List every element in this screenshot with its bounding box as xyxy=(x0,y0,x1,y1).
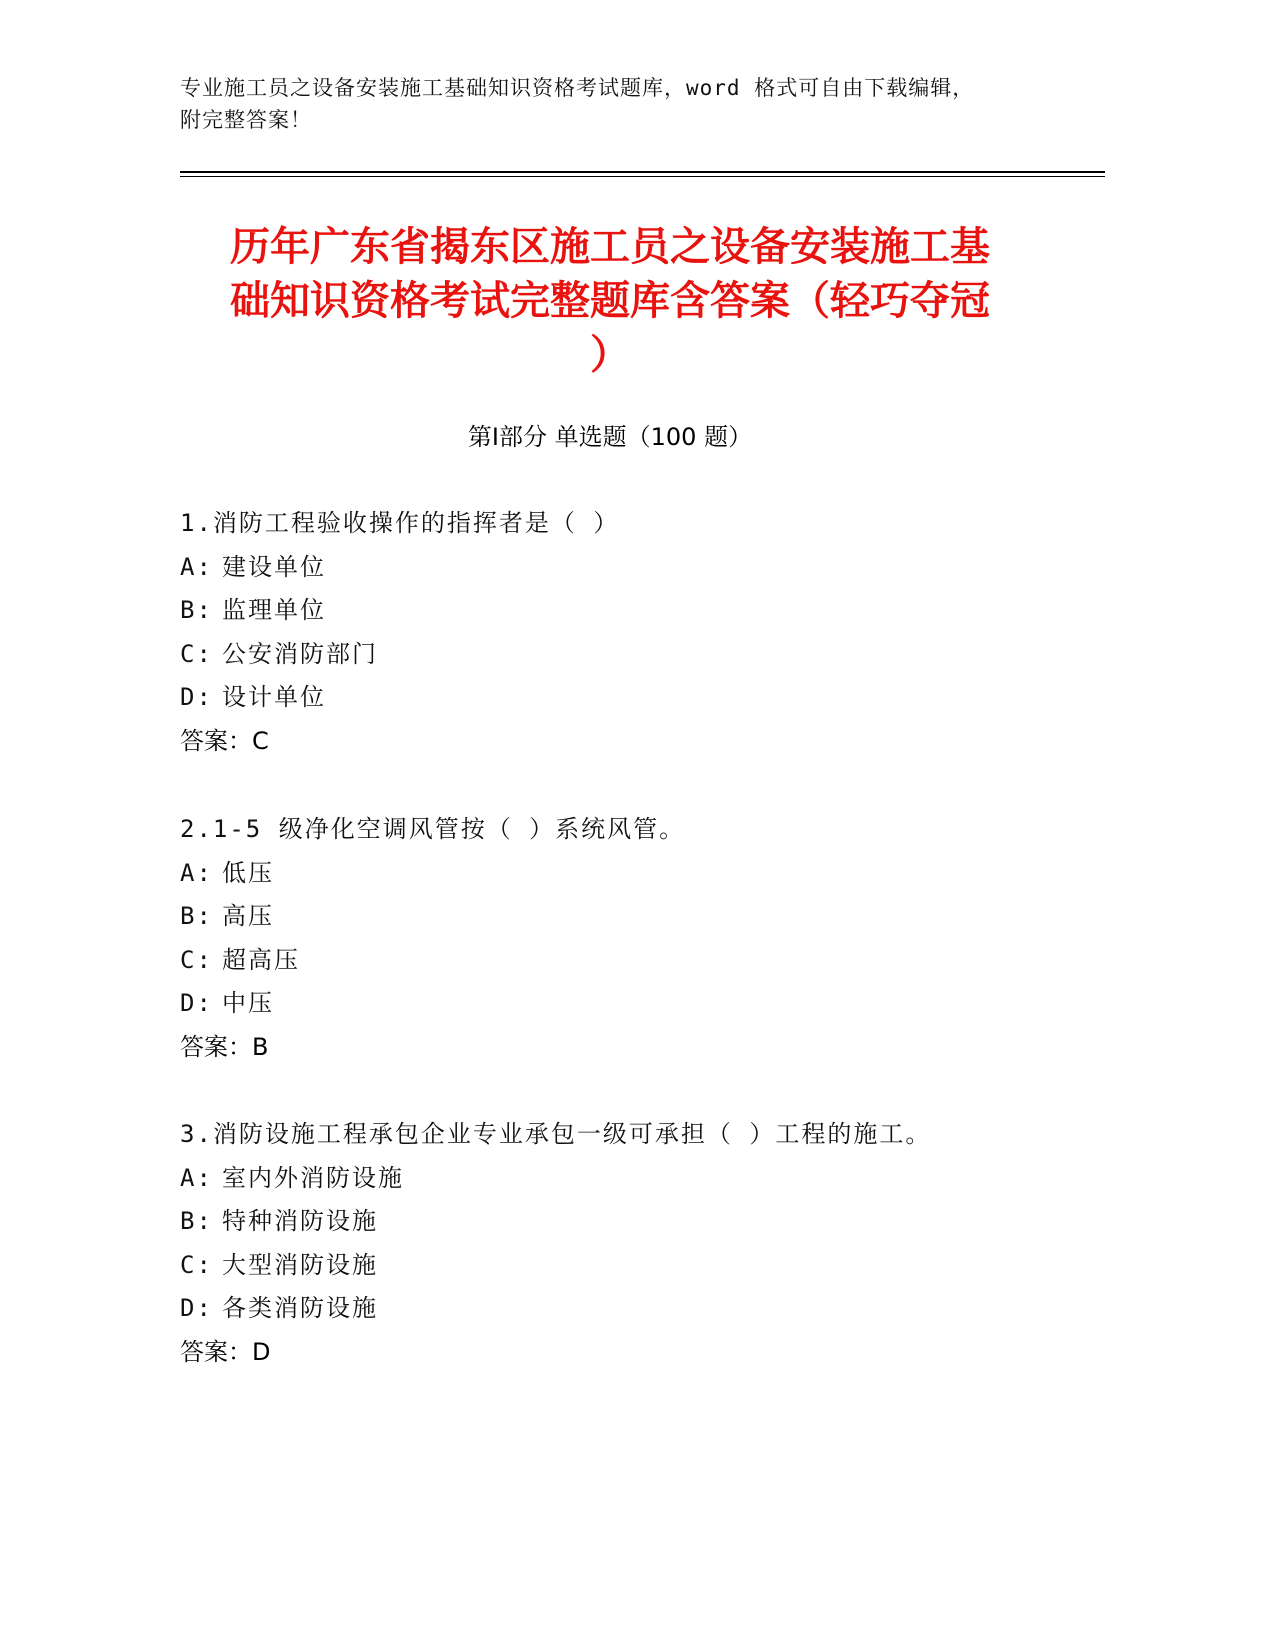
header-rule-thin xyxy=(180,176,1105,177)
option-key: D: xyxy=(180,989,213,1017)
option-a xyxy=(180,546,1080,590)
header-note-line-2: 附完整答案！ xyxy=(180,108,312,132)
option-c xyxy=(180,633,1080,677)
header-rule-thick xyxy=(180,171,1105,173)
option-key: A: xyxy=(180,1163,213,1192)
document-title-line-1: 历年广东省揭东区施工员之设备安装施工基 xyxy=(230,224,990,270)
question-1 xyxy=(180,502,1080,763)
option-key: B: xyxy=(180,596,213,624)
header-note xyxy=(180,72,1060,136)
option-key: A: xyxy=(180,858,213,887)
option-text: 特种消防设施 xyxy=(222,1207,378,1235)
option-key: B: xyxy=(180,902,213,930)
option-text: 各类消防设施 xyxy=(222,1294,378,1322)
option-key: C: xyxy=(180,945,213,974)
option-d xyxy=(180,1287,1080,1331)
question-stem: 2.1-5 级净化空调风管按（ ）系统风管。 xyxy=(180,815,686,843)
option-key: C: xyxy=(180,1250,213,1279)
document-title-line-2: 础知识资格考试完整题库含答案（轻巧夺冠 xyxy=(230,278,990,324)
option-key: A: xyxy=(180,552,213,581)
option-d xyxy=(180,982,1080,1026)
option-b xyxy=(180,1200,1080,1244)
question-3 xyxy=(180,1113,1080,1374)
option-text: 设计单位 xyxy=(222,683,326,711)
option-text: 超高压 xyxy=(222,945,300,974)
option-c xyxy=(180,939,1080,983)
answer-line: 答案：C xyxy=(180,726,269,755)
option-text: 建设单位 xyxy=(222,552,326,581)
answer-line: 答案：B xyxy=(180,1032,269,1061)
option-a xyxy=(180,1157,1080,1201)
document-title-line-3: ） xyxy=(590,332,630,378)
question-2 xyxy=(180,808,1080,1069)
question-stem: 3.消防设施工程承包企业专业承包一级可承担（ ）工程的施工。 xyxy=(180,1120,932,1148)
answer-line: 答案：D xyxy=(180,1337,271,1366)
option-key: B: xyxy=(180,1207,213,1235)
option-text: 高压 xyxy=(222,902,274,930)
option-key: C: xyxy=(180,639,213,668)
option-text: 公安消防部门 xyxy=(222,639,378,668)
option-text: 中压 xyxy=(222,989,274,1017)
option-text: 大型消防设施 xyxy=(222,1250,378,1279)
option-d xyxy=(180,676,1080,720)
header-note-line-1: 专业施工员之设备安装施工基础知识资格考试题库，word 格式可自由下载编辑， xyxy=(180,76,975,100)
option-b xyxy=(180,895,1080,939)
section-heading: 第Ⅰ部分 单选题（100 题） xyxy=(467,423,753,451)
option-a xyxy=(180,852,1080,896)
option-text: 低压 xyxy=(222,858,274,887)
option-text: 监理单位 xyxy=(222,596,326,624)
option-b xyxy=(180,589,1080,633)
document-title xyxy=(180,220,1040,382)
option-key: D: xyxy=(180,683,213,711)
option-c xyxy=(180,1244,1080,1288)
question-stem: 1.消防工程验收操作的指挥者是（ ） xyxy=(180,509,620,537)
option-text: 室内外消防设施 xyxy=(222,1163,404,1192)
option-key: D: xyxy=(180,1294,213,1322)
